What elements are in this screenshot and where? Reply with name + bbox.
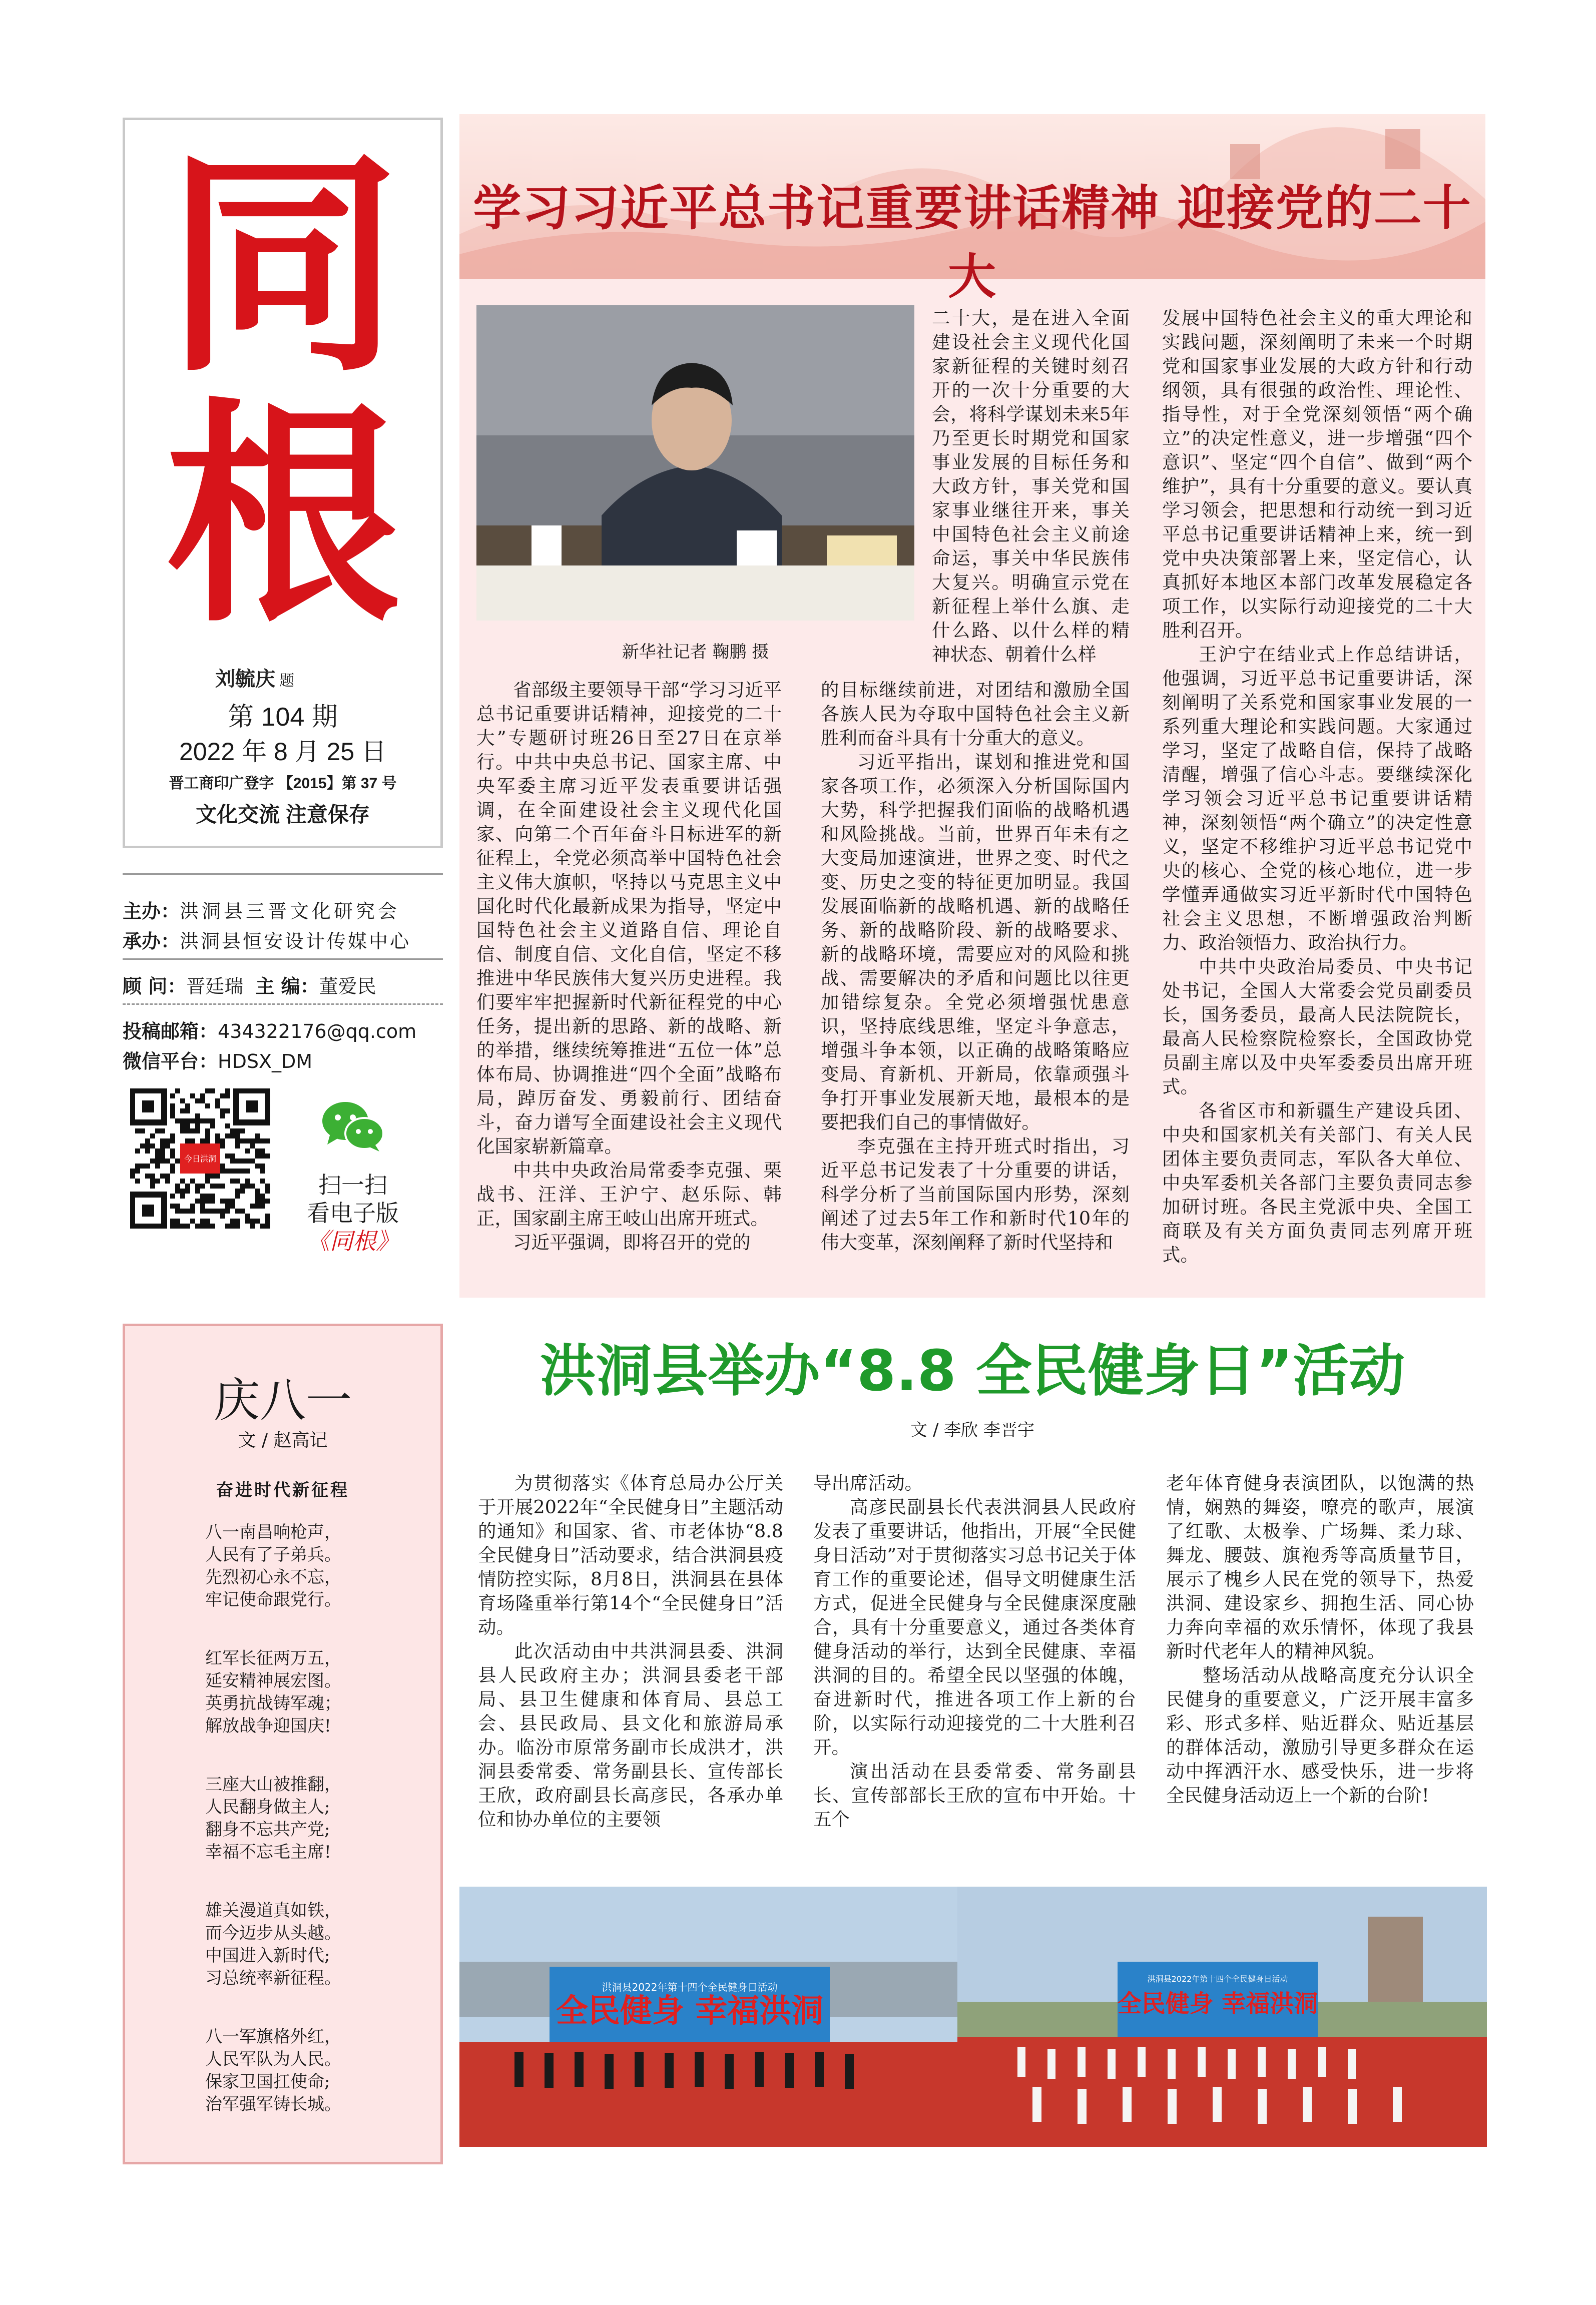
poem-line: 人民有了子弟兵。	[205, 1545, 341, 1565]
poem-body	[205, 1521, 415, 2152]
poem-line: 而今迈步从头越。	[205, 1923, 341, 1943]
paragraph: 的目标继续前进，对团结和激励全国各族人民为夺取中国特色社会主义新胜利而奋斗具有十分重大的意义。	[821, 679, 1130, 749]
poem-line: 三座大山被推翻，	[205, 1775, 341, 1795]
email-label: 投稿邮箱：	[123, 1020, 218, 1042]
poem-line: 中国进入新时代;	[205, 1946, 330, 1966]
poem-stanza	[205, 1900, 415, 1990]
calligrapher-suffix: 题	[279, 672, 294, 690]
newspaper-logo	[125, 127, 440, 656]
poem-line: 解放战争迎国庆!	[205, 1716, 331, 1736]
scan-line-1: 扫一扫	[318, 1172, 387, 1199]
paragraph: 老年体育健身表演团队，以饱满的热情，娴熟的舞姿，嘹亮的歌声，展演了红歌、太极拳、广场舞、柔力球、舞龙、腰鼓、旗袍秀等高质量节目，展示了槐乡人民在党的领导下，热爱洪洞、建设家乡、拥抱生活、同心协力奔向幸福的欢乐情怀，体现了我县新时代老年人的精神风貌。	[1166, 1472, 1474, 1662]
divider	[123, 873, 443, 875]
banner-text: 全民健身 幸福洪洞	[556, 1993, 824, 2030]
banner-subtitle-text: 洪洞县2022年第十四个全民健身日活动	[1147, 1974, 1288, 1984]
poem-line: 保家卫国扛使命;	[205, 2072, 330, 2092]
lead-article-column-2-top	[932, 306, 1130, 667]
paragraph: 此次活动由中共洪洞县委、洪洞县人民政府主办；洪洞县委老干部局、县卫生健康和体育局、县总工会、县民政局、县文化和旅游局承办。临汾市原常务副市长成洪才，洪洞县委常委、常务副县长、宣传部长王欣，政府副县长高彦民，各承办单位和协办单位的主要领	[478, 1640, 783, 1830]
paragraph: 二十大，是在进入全面建设社会主义现代化国家新征程的关键时刻召开的一次十分重要的大会，将科学谋划未来5年乃至更长时期党和国家事业发展的目标任务和大政方针，事关党和国家事业继往开来，事关中国特色社会主义前途命运，事关中华民族伟大复兴。明确宣示党在新征程上举什么旗、走什么路、以什么样的精神状态、朝着什么样	[932, 307, 1130, 665]
fitness-article-title: 洪洞县举办“8.8 全民健身日”活动	[540, 1339, 1405, 1404]
banner-text: 全民健身 幸福洪洞	[1117, 1990, 1318, 2018]
lead-article-column-2	[821, 678, 1130, 1255]
paragraph: 各省区市和新疆生产建设兵团、中央和国家机关有关部门、有关人民团体主要负责同志，军队各大单位、中央军委机关各部门主要负责同志参加研讨班。各民主党派中央、全国工商联及有关方面负责同志列席开班式。	[1162, 1100, 1472, 1266]
paragraph: 整场活动从战略高度充分认识全民健身的重要意义，广泛开展丰富多彩、形式多样、贴近群众、贴近基层的群体活动，激励引导更多群众在运动中挥洒汗水、感受快乐，进一步将全民健身活动迈上一个新的台阶!	[1166, 1664, 1474, 1806]
poem-stanza	[205, 1647, 415, 1738]
poem-line: 人民军队为人民。	[205, 2049, 341, 2069]
poem-line: 延安精神展宏图。	[205, 1671, 341, 1691]
email-value[interactable]: 434322176@qq.com	[218, 1020, 417, 1042]
poem-line: 英勇抗战铸军魂；	[205, 1693, 341, 1713]
speaker-photo-illustration	[476, 305, 914, 621]
fitness-article-byline: 文 / 李欣 李晋宇	[910, 1420, 1034, 1440]
poem-line: 八一南昌响枪声，	[205, 1522, 341, 1542]
scan-line-2: 看电子版	[307, 1200, 399, 1227]
paragraph: 中共中央政治局常委李克强、栗战书、汪洋、王沪宁、赵乐际、韩正，国家副主席王岐山出席开班式。	[476, 1160, 782, 1229]
poem-line: 人民翻身做主人;	[205, 1797, 330, 1817]
wechat-row	[123, 1046, 443, 1073]
masthead-box	[123, 118, 443, 848]
lead-article-title: 学习习近平总书记重要讲话精神 迎接党的二十大	[473, 180, 1472, 305]
poem-line: 牢记使命跟党行。	[205, 1590, 341, 1610]
taichi-illustration	[957, 1887, 1487, 2147]
fitness-column-3	[1166, 1471, 1474, 1808]
poem-line: 治军强军铸长城。	[205, 2094, 341, 2114]
paragraph: 为贯彻落实《体育总局办公厅关于开展2022年“全民健身日”主题活动的通知》和国家、省、市老体协“8.8全民健身日”活动要求，结合洪洞县疫情防控实际，8月8日，洪洞县在县体育场隆重举行第14个“全民健身日”活动。	[478, 1472, 783, 1638]
calligrapher-name: 刘毓庆	[215, 667, 275, 691]
lead-article-photo	[476, 305, 914, 621]
poem-line: 翻身不忘共产党;	[205, 1820, 330, 1840]
motto: 文化交流 注意保存	[196, 803, 370, 826]
paragraph: 高彦民副县长代表洪洞县人民政府发表了重要讲话，他指出，开展“全民健身日活动”对于贯彻落实习总书记关于体育工作的重要论述，倡导文明健康生活方式，促进全民健身与全民健康深度融合，具有十分重要意义，通过各类体育健身活动的举行，达到全民健康、幸福洪洞的目的。希望全民以坚强的体魄，奋进新时代，推进各项工作上新的台阶，以实际行动迎接党的二十大胜利召开。	[813, 1496, 1136, 1758]
advisor-value: 晋廷瑞	[186, 975, 244, 997]
paragraph: 习近平强调，即将召开的党的	[513, 1232, 751, 1253]
advisor-label: 顾 问：	[123, 975, 187, 997]
editor-value: 董爱民	[319, 975, 376, 997]
organizer-row	[123, 926, 443, 953]
fitness-photo-fan-dance	[459, 1887, 957, 2147]
fitness-column-1	[478, 1471, 783, 1832]
poem-stanza	[205, 2026, 415, 2116]
wechat-value: HDSX_DM	[218, 1050, 313, 1072]
staff-row	[123, 971, 443, 998]
paragraph: 演出活动在县委常委、常务副县长、宣传部部长王欣的宣布中开始。十五个	[813, 1761, 1136, 1830]
paragraph: 李克强在主持开班式时指出，习近平总书记发表了十分重要的讲话，科学分析了当前国际国内形势，深刻阐述了过去5年工作和新时代10年的伟大变革，深刻阐释了新时代坚持和	[821, 1135, 1130, 1253]
issue-number: 第 104 期	[228, 703, 338, 732]
host-label: 主办：	[123, 900, 180, 922]
paragraph: 省部级主要领导干部“学习习近平总书记重要讲话精神，迎接党的二十大”专题研讨班26日至27日在京举行。中共中央总书记、国家主席、中央军委主席习近平发表重要讲话强调，在全面建设社会主义现代化国家、向第二个百年奋斗目标进军的新征程上，全党必须高举中国特色社会主义伟大旗帜，坚持以马克思主义中国化时代化最新成果为指导，坚定中国特色社会主义道路自信、理论自信、制度自信、文化自信，坚定不移推进中华民族伟大复兴历史进程。我们要牢牢把握新时代新征程党的中心任务，提出新的思路、新的战略、新的举措，继续统筹推进“五位一体”总体布局、协调推进“四个全面”战略布局，踔厉奋发、勇毅前行、团结奋斗，奋力谱写全面建设社会主义现代化国家崭新篇章。	[476, 679, 782, 1157]
issue-date: 2022 年 8 月 25 日	[179, 738, 387, 766]
scan-prompt	[290, 1171, 415, 1255]
host-value: 洪洞县三晋文化研究会	[180, 900, 400, 922]
host-row	[123, 896, 443, 923]
organizer-label: 承办：	[123, 930, 180, 952]
photo-caption: 新华社记者 鞠鹏 摄	[622, 642, 769, 662]
poem-line: 先烈初心永不忘，	[205, 1567, 341, 1587]
poem-stanza	[205, 1774, 415, 1864]
email-row	[123, 1016, 443, 1043]
poem-line: 红军长征两万五，	[205, 1648, 341, 1668]
divider	[123, 1003, 443, 1005]
editor-label: 主 编：	[255, 975, 319, 997]
poem-title: 庆八一	[213, 1374, 352, 1427]
wechat-icon	[320, 1098, 385, 1154]
qr-code-graphic	[130, 1088, 270, 1229]
fan-dance-illustration	[459, 1887, 957, 2147]
fitness-photo-taichi	[957, 1887, 1487, 2147]
paragraph: 王沪宁在结业式上作总结讲话，他强调，习近平总书记重要讲话，深刻阐明了关系党和国家事业发展的一系列重大理论和实践问题。大家通过学习，坚定了战略自信，保持了战略清醒，增强了信心斗志。要继续深化学习领会习近平总书记重要讲话精神，深刻领悟“两个确立”的决定性意义，坚定不移维护习近平总书记党中央的核心、全党的核心地位，进一步学懂弄通做实习近平新时代中国特色社会主义思想，不断增强政治判断力、政治领悟力、政治执行力。	[1162, 644, 1472, 953]
poem-line: 幸福不忘毛主席!	[205, 1842, 331, 1862]
paragraph: 习近平指出，谋划和推进党和国家各项工作，必须深入分析国际国内大势，科学把握我们面临的战略机遇和风险挑战。当前，世界百年未有之大变局加速演进，世界之变、时代之变、历史之变的特征更加明显。我国发展面临新的战略机遇、新的战略任务、新的战略阶段、新的战略要求、新的战略环境，需要应对的风险和挑战、需要解决的矛盾和问题比以往更加错综复杂。全党必须增强忧患意识，坚持底线思维，坚定斗争意志，增强斗争本领，以正确的战略策略应变局、育新机、开新局，依靠顽强斗争打开事业发展新天地，最根本的是要把我们自己的事情做好。	[821, 751, 1130, 1133]
poem-line: 雄关漫道真如铁，	[205, 1901, 341, 1921]
banner-subtitle-text: 洪洞县2022年第十四个全民健身日活动	[602, 1981, 778, 1993]
paragraph: 导出席活动。	[813, 1472, 923, 1494]
wechat-label: 微信平台：	[123, 1050, 218, 1072]
scan-line-3: 《同根》	[307, 1228, 399, 1255]
fitness-column-2	[813, 1471, 1136, 1832]
logo-char-2: 根	[165, 377, 400, 654]
poem-stanza	[205, 1521, 415, 1611]
poem-line: 八一军旗格外红，	[205, 2027, 341, 2047]
qr-badge-text: 今日洪洞	[184, 1154, 217, 1164]
divider	[123, 958, 443, 960]
poem-author: 文 / 赵高记	[238, 1430, 328, 1451]
qr-code[interactable]	[130, 1088, 270, 1229]
calligrapher-signature	[215, 663, 294, 692]
registration-number: 晋工商印广登字 【2015】第 37 号	[169, 775, 397, 792]
paragraph: 发展中国特色社会主义的重大理论和实践问题，深刻阐明了未来一个时期党和国家事业发展的大政方针和行动纲领，具有很强的政治性、理论性、指导性，对于全党深刻领悟“两个确立”的决定性意义，进一步增强“四个意识”、坚定“四个自信”、做到“两个维护”，具有十分重要的意义。要认真学习领会，把思想和行动统一到习近平总书记重要讲话精神上来，统一到党中央决策部署上来，坚定信心，认真抓好本地区本部门改革发展稳定各项工作，以实际行动迎接党的二十大胜利召开。	[1162, 307, 1472, 641]
lead-article-column-3	[1162, 306, 1472, 1267]
poem-subtitle: 奋进时代新征程	[216, 1480, 349, 1500]
logo-char-1: 同	[165, 127, 400, 403]
organizer-value: 洪洞县恒安设计传媒中心	[180, 930, 411, 952]
poem-line: 习总统率新征程。	[205, 1968, 341, 1988]
paragraph: 中共中央政治局委员、中央书记处书记，全国人大常委会党员副委员长，国务委员，最高人民法院院长，最高人民检察院检察长，全国政协党员副主席以及中央军委委员出席开班式。	[1162, 956, 1472, 1097]
lead-article-column-1	[476, 678, 782, 1255]
